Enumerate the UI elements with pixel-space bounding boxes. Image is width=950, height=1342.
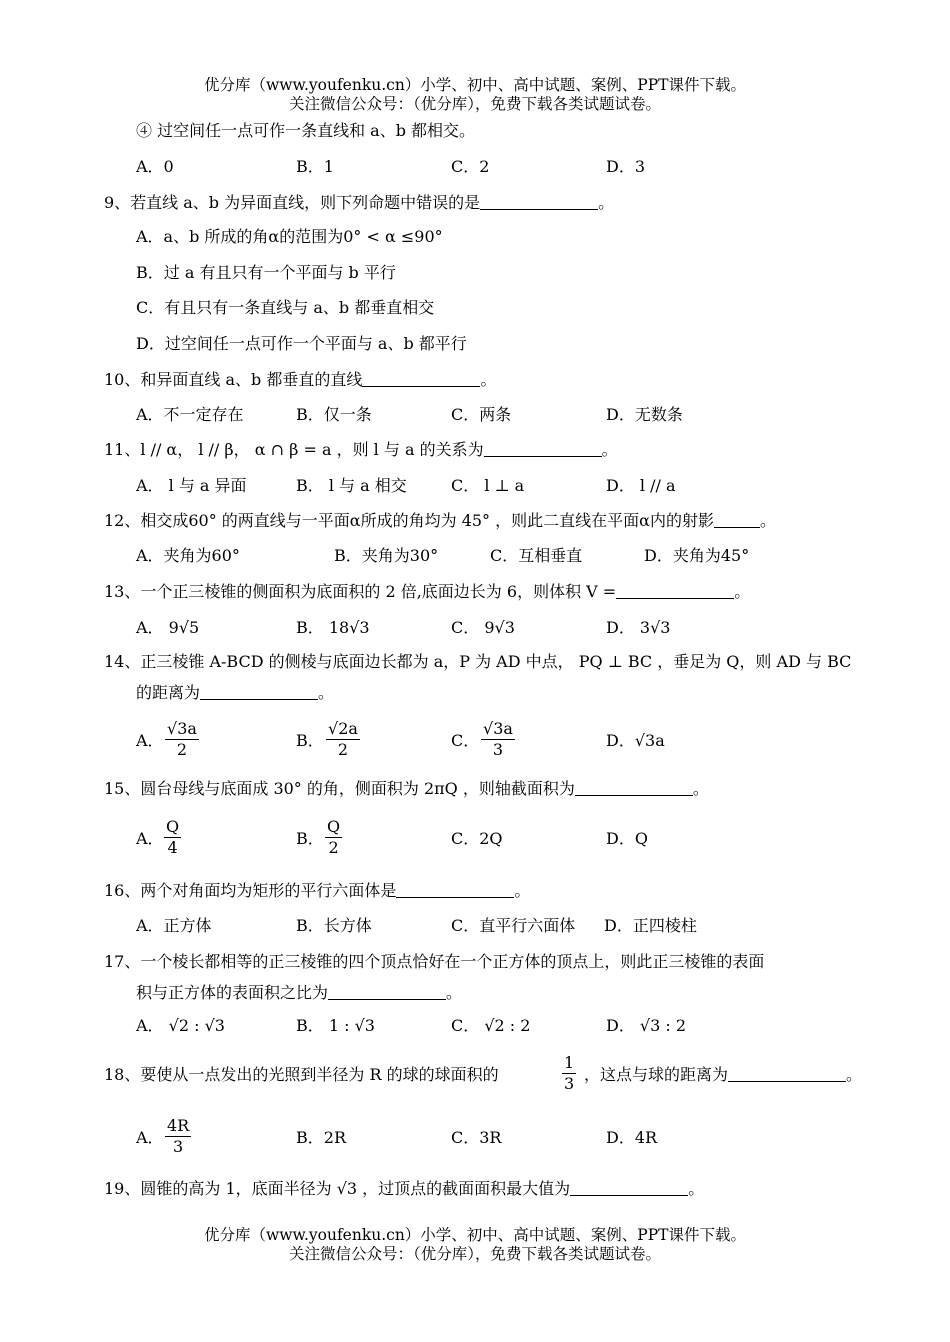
header-line-1: 优分库（www.youfenku.cn）小学、初中、高中试题、案例、PPT课件下载。 (203, 76, 747, 94)
q14-option-a-fraction: $\frac{√3a}{2}$ (167, 719, 197, 759)
q18-stem-fraction: $\frac{1}{3}$ (564, 1053, 575, 1093)
q17-line-2: 积与正方体的表面积之比为 。 (136, 983, 463, 1002)
q10-option-a: A．不一定存在 (136, 405, 244, 424)
answer-blank[interactable] (396, 881, 514, 898)
q13-option-b: B． 18√3 (296, 618, 370, 637)
q17-option-b: B． 1 : √3 (296, 1016, 375, 1035)
q13-stem: 13、一个正三棱锥的侧面积为底面积的 2 倍,底面边长为 6，则体积 V = 。 (104, 582, 751, 601)
q15-stem: 15、圆台母线与底面成 30° 的角，侧面积为 2πQ ，则轴截面积为 。 (104, 779, 709, 798)
q13-option-c: C． 9√3 (451, 618, 515, 637)
q12-option-c: C．互相垂直 (490, 546, 583, 565)
q9-option-c: C．有且只有一条直线与 a、b 都垂直相交 (136, 298, 435, 317)
q18-option-a-fraction: $\frac{4R}{3}$ (167, 1116, 190, 1156)
q9-stem: 9、若直线 a、b 为异面直线，则下列命题中错误的是 。 (104, 193, 615, 212)
q14-option-a-label: A． (136, 731, 164, 750)
q9-option-a: A．a、b 所成的角α的范围为0° < α ≤90° (136, 227, 443, 246)
q14-option-c-fraction: $\frac{√3a}{3}$ (483, 719, 513, 759)
q18-option-c: C．3R (451, 1128, 502, 1147)
q19-stem: 19、圆锥的高为 1，底面半径为 √3 ，过顶点的截面面积最大值为 。 (104, 1179, 705, 1198)
footer-line-2: 关注微信公众号：（优分库），免费下载各类试题试卷。 (288, 1245, 661, 1263)
q16-option-c: C．直平行六面体 (451, 916, 576, 935)
q12-option-d: D．夹角为45° (644, 546, 750, 565)
q10-stem: 10、和异面直线 a、b 都垂直的直线 。 (104, 370, 497, 389)
q16-option-a: A．正方体 (136, 916, 212, 935)
q14-line-1: 14、正三棱锥 A-BCD 的侧棱与底面边长都为 a，P 为 AD 中点， PQ ⊥ BC ，垂足为 Q，则 AD 与 BC (104, 652, 852, 671)
q8-option-c: C．2 (451, 157, 490, 176)
q8-option-b: B．1 (296, 157, 334, 176)
q10-option-b: B．仅一条 (296, 405, 372, 424)
q17-option-a: A． √2 : √3 (136, 1016, 225, 1035)
q16-option-d: D．正四棱柱 (604, 916, 697, 935)
answer-blank[interactable] (362, 370, 480, 387)
q18-stem-b: ，这点与球的距离为 。 (584, 1065, 863, 1084)
q16-option-b: B．长方体 (296, 916, 372, 935)
q15-option-a-label: A． (136, 829, 164, 848)
q13-option-a: A． 9√5 (136, 618, 200, 637)
q14-line-2: 的距离为 。 (136, 683, 335, 702)
answer-blank[interactable] (484, 440, 602, 457)
q9-option-b: B．过 a 有且只有一个平面与 b 平行 (136, 263, 396, 282)
q12-stem: 12、相交成60° 的两直线与一平面α所成的角均为 45° ，则此二直线在平面α内的射影 。 (104, 511, 776, 530)
q14-option-c-label: C． (451, 731, 480, 750)
q18-stem-a: 18、要使从一点发出的光照到半径为 R 的球的球面积的 (104, 1065, 499, 1084)
footer-line-1: 优分库（www.youfenku.cn）小学、初中、高中试题、案例、PPT课件下载。 (203, 1226, 747, 1244)
q15-option-b-fraction: $\frac{Q}{2}$ (327, 817, 341, 857)
answer-blank[interactable] (328, 983, 446, 1000)
q18-option-b: B．2R (296, 1128, 346, 1147)
q17-option-c: C． √2 : 2 (451, 1016, 531, 1035)
q17-option-d: D． √3 : 2 (606, 1016, 687, 1035)
q15-option-d: D．Q (606, 829, 648, 848)
q13-option-d: D． 3√3 (606, 618, 671, 637)
q11-option-a: A． l 与 a 异面 (136, 476, 247, 495)
q16-stem: 16、两个对角面均为矩形的平行六面体是 。 (104, 881, 531, 900)
q15-option-c: C．2Q (451, 829, 503, 848)
answer-blank[interactable] (728, 1065, 846, 1082)
q8-item-4: ④ 过空间任一点可作一条直线和 a、b 都相交。 (136, 121, 476, 140)
q11-option-d: D． l // a (606, 476, 676, 495)
q12-option-b: B．夹角为30° (334, 546, 439, 565)
q9-option-d: D．过空间任一点可作一个平面与 a、b 都平行 (136, 334, 467, 353)
q8-option-a: A．0 (136, 157, 174, 176)
q17-line-1: 17、一个棱长都相等的正三棱锥的四个顶点恰好在一个正方体的顶点上，则此正三棱锥的表面 (104, 952, 765, 971)
q15-option-a-fraction: $\frac{Q}{4}$ (166, 817, 180, 857)
answer-blank[interactable] (616, 582, 734, 599)
q10-option-c: C．两条 (451, 405, 512, 424)
answer-blank[interactable] (575, 779, 693, 796)
answer-blank[interactable] (200, 683, 318, 700)
q14-option-b-fraction: $\frac{√2a}{2}$ (328, 719, 358, 759)
q10-option-d: D．无数条 (606, 405, 683, 424)
q11-option-b: B． l 与 a 相交 (296, 476, 407, 495)
answer-blank[interactable] (714, 511, 760, 528)
q8-option-d: D．3 (606, 157, 646, 176)
q18-option-d: D．4R (606, 1128, 658, 1147)
q14-option-d: D．√3a (606, 731, 665, 750)
answer-blank[interactable] (480, 193, 598, 210)
q14-option-b-label: B． (296, 731, 324, 750)
answer-blank[interactable] (570, 1179, 688, 1196)
header-line-2: 关注微信公众号：（优分库），免费下载各类试题试卷。 (288, 95, 661, 113)
q18-option-a-label: A． (136, 1128, 164, 1147)
q15-option-b-label: B． (296, 829, 324, 848)
q11-option-c: C． l ⊥ a (451, 476, 525, 495)
q12-option-a: A．夹角为60° (136, 546, 240, 565)
q11-stem: 11、l // α， l // β， α ∩ β = a ，则 l 与 a 的关系为 。 (104, 440, 618, 459)
